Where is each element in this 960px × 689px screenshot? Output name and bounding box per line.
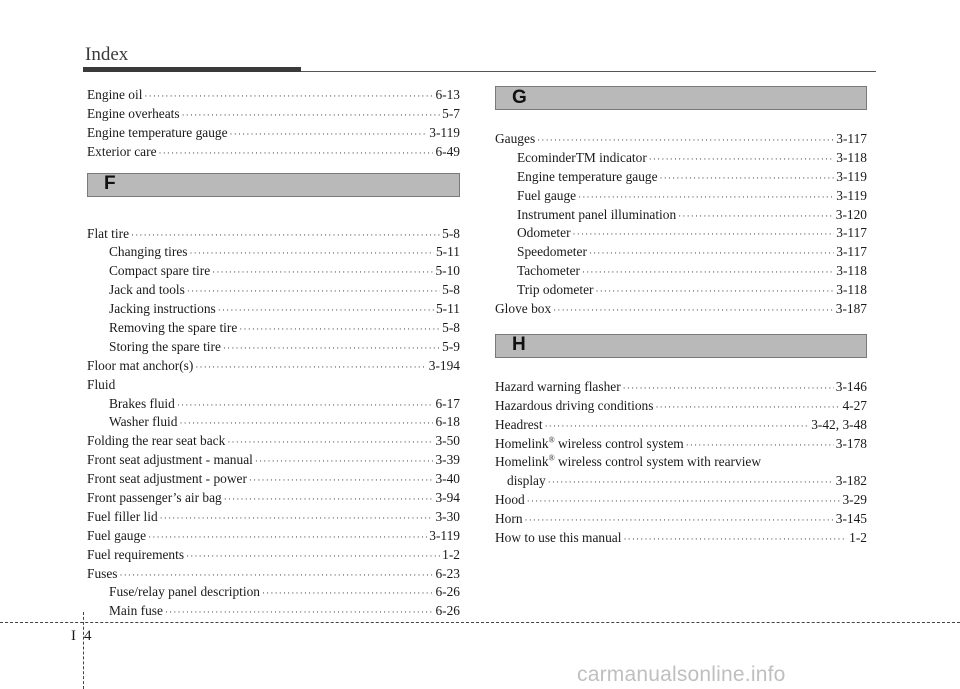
section-header-f: F [87, 173, 460, 197]
index-entry: How to use this manual ····· 1-2 [495, 529, 867, 548]
index-entry: Engine oil ····· 6-13 [87, 86, 460, 105]
index-subentry: Jack and tools ····· 5-8 [87, 281, 460, 300]
index-entry: Glove box ····· 3-187 [495, 300, 867, 319]
index-subentry: Tachometer ····· 3-118 [495, 262, 867, 281]
index-entry: Front passenger’s air bag ····· 3-94 [87, 489, 460, 508]
watermark: carmanualsonline.info [577, 663, 786, 686]
index-entry: Headrest ····· 3-42, 3-48 [495, 416, 867, 435]
index-entry: Hood ····· 3-29 [495, 491, 867, 510]
index-subentry: Removing the spare tire ····· 5-8 [87, 319, 460, 338]
index-subentry: Main fuse ····· 6-26 [87, 602, 460, 621]
index-subentry: Fuel gauge ····· 3-119 [495, 187, 867, 206]
index-entry: Front seat adjustment - manual ····· 3-39 [87, 451, 460, 470]
index-subentry: Storing the spare tire ····· 5-9 [87, 338, 460, 357]
index-entry: Front seat adjustment - power ····· 3-40 [87, 470, 460, 489]
index-entry: Fuel requirements ····· 1-2 [87, 546, 460, 565]
section-header-g: G [495, 86, 867, 110]
index-subentry: Jacking instructions ····· 5-11 [87, 300, 460, 319]
index-subentry: Fuse/relay panel description ····· 6-26 [87, 583, 460, 602]
footer-rule [0, 622, 960, 623]
index-subentry: Odometer ····· 3-117 [495, 224, 867, 243]
page-section-number: 4 [84, 628, 92, 644]
index-entry: Gauges ····· 3-117 [495, 130, 867, 149]
index-subentry: Trip odometer ····· 3-118 [495, 281, 867, 300]
index-subentry: Engine temperature gauge ····· 3-119 [495, 168, 867, 187]
index-entry-continuation: display ····· 3-182 [495, 472, 867, 491]
index-subentry: EcominderTM indicator ····· 3-118 [495, 149, 867, 168]
footer-divider [83, 612, 84, 689]
index-column-left [87, 86, 460, 621]
index-subentry: Changing tires ····· 5-11 [87, 243, 460, 262]
index-entry: Hazardous driving conditions ····· 4-27 [495, 397, 867, 416]
index-entry: Fuel filler lid ····· 3-30 [87, 508, 460, 527]
index-subentry: Speedometer ····· 3-117 [495, 243, 867, 262]
section-header-h: H [495, 334, 867, 358]
index-entry: Horn ····· 3-145 [495, 510, 867, 529]
page-header-title: Index [85, 44, 129, 65]
index-column-right [495, 86, 867, 548]
index-entry: Homelink® wireless control system with rearview [495, 454, 762, 470]
index-entry: Fuel gauge ····· 3-119 [87, 527, 460, 546]
index-entry: Flat tire ····· 5-8 [87, 225, 460, 244]
index-entry: Engine temperature gauge ····· 3-119 [87, 124, 460, 143]
index-subentry: Washer fluid ····· 6-18 [87, 413, 460, 432]
index-entry: Engine overheats ····· 5-7 [87, 105, 460, 124]
index-entry: Fuses ····· 6-23 [87, 565, 460, 584]
page-number [71, 628, 92, 645]
index-entry: Floor mat anchor(s) ····· 3-194 [87, 357, 460, 376]
index-entry: Fluid [87, 376, 116, 392]
index-entry: Folding the rear seat back ····· 3-50 [87, 432, 460, 451]
index-subentry: Brakes fluid ····· 6-17 [87, 395, 460, 414]
index-subentry: Compact spare tire ····· 5-10 [87, 262, 460, 281]
page-section-letter: I [71, 628, 76, 644]
index-entry: Exterior care ····· 6-49 [87, 143, 460, 162]
index-entry: Hazard warning flasher ····· 3-146 [495, 378, 867, 397]
index-subentry: Instrument panel illumination ····· 3-120 [495, 206, 867, 225]
header-rule-accent [83, 67, 301, 72]
index-entry: Homelink® wireless control system ····· 3-178 [495, 435, 867, 454]
